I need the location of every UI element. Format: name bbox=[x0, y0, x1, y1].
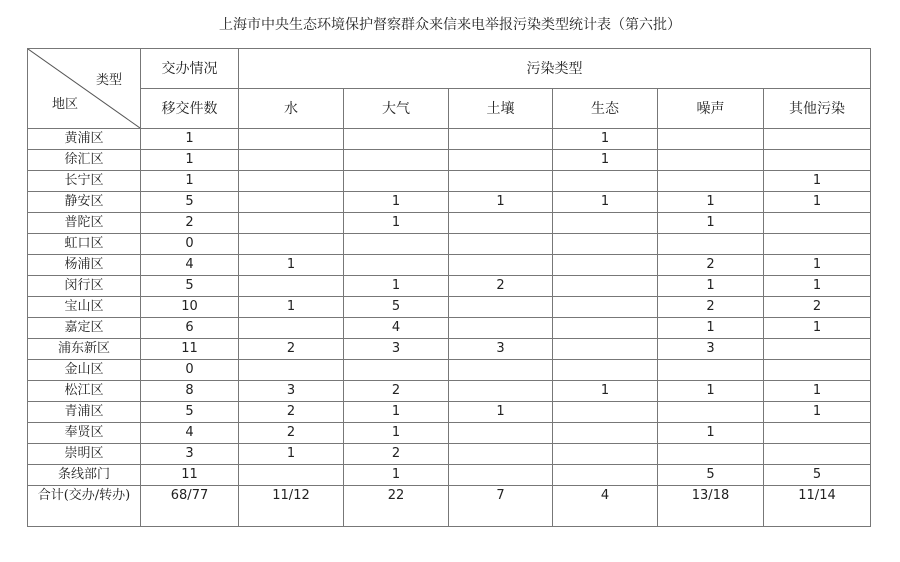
region-cell: 黄浦区 bbox=[28, 129, 141, 150]
value-cell bbox=[239, 318, 344, 339]
table-row bbox=[28, 402, 871, 423]
value-cell: 1 bbox=[764, 402, 871, 423]
region-cell: 金山区 bbox=[28, 360, 141, 381]
value-cell bbox=[658, 360, 764, 381]
region-cell: 宝山区 bbox=[28, 297, 141, 318]
value-cell: 1 bbox=[344, 213, 449, 234]
value-cell bbox=[553, 318, 658, 339]
value-cell: 11/14 bbox=[764, 486, 871, 527]
value-cell: 13/18 bbox=[658, 486, 764, 527]
value-cell: 3 bbox=[239, 381, 344, 402]
value-cell: 5 bbox=[344, 297, 449, 318]
value-cell: 1 bbox=[658, 423, 764, 444]
header-row-1 bbox=[28, 49, 871, 89]
value-cell: 68/77 bbox=[141, 486, 239, 527]
value-cell: 4 bbox=[141, 423, 239, 444]
value-cell bbox=[553, 213, 658, 234]
value-cell bbox=[449, 213, 553, 234]
region-cell: 闵行区 bbox=[28, 276, 141, 297]
value-cell: 1 bbox=[239, 255, 344, 276]
value-cell: 1 bbox=[764, 381, 871, 402]
value-cell bbox=[658, 234, 764, 255]
value-cell: 1 bbox=[658, 381, 764, 402]
value-cell bbox=[764, 423, 871, 444]
column-header: 噪声 bbox=[658, 89, 764, 129]
value-cell bbox=[239, 171, 344, 192]
value-cell bbox=[239, 213, 344, 234]
column-header: 其他污染 bbox=[764, 89, 871, 129]
value-cell: 1 bbox=[658, 213, 764, 234]
value-cell: 1 bbox=[449, 192, 553, 213]
region-cell: 浦东新区 bbox=[28, 339, 141, 360]
value-cell: 2 bbox=[239, 423, 344, 444]
column-header: 土壤 bbox=[449, 89, 553, 129]
value-cell bbox=[344, 360, 449, 381]
value-cell: 1 bbox=[449, 402, 553, 423]
value-cell: 1 bbox=[658, 192, 764, 213]
region-cell: 普陀区 bbox=[28, 213, 141, 234]
value-cell bbox=[344, 255, 449, 276]
value-cell: 2 bbox=[658, 255, 764, 276]
value-cell bbox=[764, 129, 871, 150]
value-cell bbox=[449, 465, 553, 486]
table-row bbox=[28, 318, 871, 339]
value-cell bbox=[553, 297, 658, 318]
value-cell: 2 bbox=[344, 381, 449, 402]
value-cell: 4 bbox=[553, 486, 658, 527]
value-cell: 1 bbox=[764, 276, 871, 297]
table-row bbox=[28, 234, 871, 255]
value-cell: 10 bbox=[141, 297, 239, 318]
region-cell: 条线部门 bbox=[28, 465, 141, 486]
value-cell: 5 bbox=[141, 402, 239, 423]
value-cell bbox=[764, 444, 871, 465]
table-row bbox=[28, 423, 871, 444]
value-cell: 11 bbox=[141, 465, 239, 486]
value-cell: 1 bbox=[764, 192, 871, 213]
value-cell: 1 bbox=[344, 192, 449, 213]
value-cell bbox=[553, 276, 658, 297]
value-cell: 5 bbox=[764, 465, 871, 486]
value-cell: 0 bbox=[141, 234, 239, 255]
table-row bbox=[28, 381, 871, 402]
total-row bbox=[28, 486, 871, 527]
value-cell bbox=[239, 150, 344, 171]
value-cell bbox=[449, 297, 553, 318]
corner-type-label: 类型 bbox=[95, 73, 122, 88]
value-cell: 7 bbox=[449, 486, 553, 527]
value-cell: 1 bbox=[344, 276, 449, 297]
region-cell: 嘉定区 bbox=[28, 318, 141, 339]
table-row bbox=[28, 255, 871, 276]
value-cell: 1 bbox=[553, 192, 658, 213]
value-cell: 1 bbox=[344, 465, 449, 486]
value-cell bbox=[344, 171, 449, 192]
value-cell: 1 bbox=[553, 150, 658, 171]
table-row bbox=[28, 465, 871, 486]
value-cell bbox=[344, 234, 449, 255]
value-cell bbox=[239, 192, 344, 213]
value-cell: 6 bbox=[141, 318, 239, 339]
value-cell: 3 bbox=[344, 339, 449, 360]
pollution-group-header: 污染类型 bbox=[239, 49, 871, 89]
region-cell: 长宁区 bbox=[28, 171, 141, 192]
value-cell bbox=[449, 360, 553, 381]
value-cell bbox=[239, 129, 344, 150]
value-cell: 1 bbox=[344, 402, 449, 423]
column-header: 生态 bbox=[553, 89, 658, 129]
value-cell bbox=[553, 255, 658, 276]
value-cell bbox=[449, 234, 553, 255]
value-cell bbox=[239, 234, 344, 255]
table-row bbox=[28, 276, 871, 297]
value-cell bbox=[449, 255, 553, 276]
value-cell: 1 bbox=[141, 171, 239, 192]
value-cell: 1 bbox=[239, 297, 344, 318]
table-row bbox=[28, 339, 871, 360]
value-cell bbox=[449, 444, 553, 465]
table-title: 上海市中央生态环境保护督察群众来信来电举报污染类型统计表（第六批） bbox=[219, 17, 681, 33]
region-cell: 崇明区 bbox=[28, 444, 141, 465]
value-cell: 1 bbox=[141, 129, 239, 150]
value-cell bbox=[658, 171, 764, 192]
table-row bbox=[28, 150, 871, 171]
value-cell: 1 bbox=[239, 444, 344, 465]
value-cell: 3 bbox=[141, 444, 239, 465]
value-cell bbox=[449, 381, 553, 402]
value-cell bbox=[658, 402, 764, 423]
value-cell bbox=[239, 360, 344, 381]
value-cell: 2 bbox=[239, 402, 344, 423]
value-cell: 1 bbox=[764, 171, 871, 192]
column-header: 大气 bbox=[344, 89, 449, 129]
table-row bbox=[28, 360, 871, 381]
region-cell: 青浦区 bbox=[28, 402, 141, 423]
pollution-statistics-table bbox=[27, 48, 871, 527]
table-row bbox=[28, 444, 871, 465]
value-cell: 4 bbox=[344, 318, 449, 339]
value-cell bbox=[553, 339, 658, 360]
value-cell bbox=[764, 213, 871, 234]
value-cell: 5 bbox=[658, 465, 764, 486]
value-cell: 11/12 bbox=[239, 486, 344, 527]
value-cell: 2 bbox=[449, 276, 553, 297]
value-cell: 5 bbox=[141, 276, 239, 297]
value-cell bbox=[658, 444, 764, 465]
assign-group-header: 交办情况 bbox=[141, 49, 239, 89]
value-cell bbox=[764, 150, 871, 171]
value-cell bbox=[449, 129, 553, 150]
table-row bbox=[28, 171, 871, 192]
value-cell bbox=[553, 465, 658, 486]
value-cell: 4 bbox=[141, 255, 239, 276]
value-cell: 1 bbox=[553, 129, 658, 150]
value-cell bbox=[658, 129, 764, 150]
value-cell bbox=[764, 360, 871, 381]
value-cell: 3 bbox=[658, 339, 764, 360]
value-cell: 1 bbox=[141, 150, 239, 171]
value-cell: 8 bbox=[141, 381, 239, 402]
region-cell: 合计(交办/转办) bbox=[28, 486, 141, 527]
value-cell: 1 bbox=[553, 381, 658, 402]
value-cell: 2 bbox=[141, 213, 239, 234]
table-row bbox=[28, 213, 871, 234]
value-cell: 2 bbox=[239, 339, 344, 360]
value-cell bbox=[764, 339, 871, 360]
region-cell: 杨浦区 bbox=[28, 255, 141, 276]
value-cell bbox=[344, 129, 449, 150]
value-cell bbox=[239, 276, 344, 297]
column-header: 移交件数 bbox=[141, 89, 239, 129]
value-cell: 2 bbox=[764, 297, 871, 318]
diagonal-divider bbox=[28, 49, 140, 128]
value-cell bbox=[553, 423, 658, 444]
value-cell: 0 bbox=[141, 360, 239, 381]
value-cell bbox=[553, 234, 658, 255]
table-row bbox=[28, 129, 871, 150]
corner-header-cell bbox=[28, 49, 141, 129]
value-cell bbox=[449, 423, 553, 444]
region-cell: 虹口区 bbox=[28, 234, 141, 255]
corner-region-label: 地区 bbox=[52, 97, 79, 112]
table-row bbox=[28, 297, 871, 318]
value-cell: 1 bbox=[344, 423, 449, 444]
table-row bbox=[28, 192, 871, 213]
value-cell: 5 bbox=[141, 192, 239, 213]
column-header: 水 bbox=[239, 89, 344, 129]
value-cell: 2 bbox=[344, 444, 449, 465]
value-cell bbox=[553, 402, 658, 423]
value-cell bbox=[553, 360, 658, 381]
header-row-2 bbox=[28, 89, 871, 129]
value-cell: 1 bbox=[764, 255, 871, 276]
value-cell: 1 bbox=[658, 276, 764, 297]
value-cell: 22 bbox=[344, 486, 449, 527]
region-cell: 松江区 bbox=[28, 381, 141, 402]
value-cell bbox=[553, 444, 658, 465]
value-cell bbox=[553, 171, 658, 192]
value-cell: 11 bbox=[141, 339, 239, 360]
region-cell: 奉贤区 bbox=[28, 423, 141, 444]
value-cell bbox=[239, 465, 344, 486]
value-cell bbox=[764, 234, 871, 255]
value-cell: 3 bbox=[449, 339, 553, 360]
value-cell: 1 bbox=[764, 318, 871, 339]
value-cell bbox=[449, 150, 553, 171]
value-cell bbox=[658, 150, 764, 171]
region-cell: 静安区 bbox=[28, 192, 141, 213]
value-cell bbox=[449, 171, 553, 192]
value-cell bbox=[344, 150, 449, 171]
value-cell bbox=[449, 318, 553, 339]
value-cell: 1 bbox=[658, 318, 764, 339]
value-cell: 2 bbox=[658, 297, 764, 318]
region-cell: 徐汇区 bbox=[28, 150, 141, 171]
